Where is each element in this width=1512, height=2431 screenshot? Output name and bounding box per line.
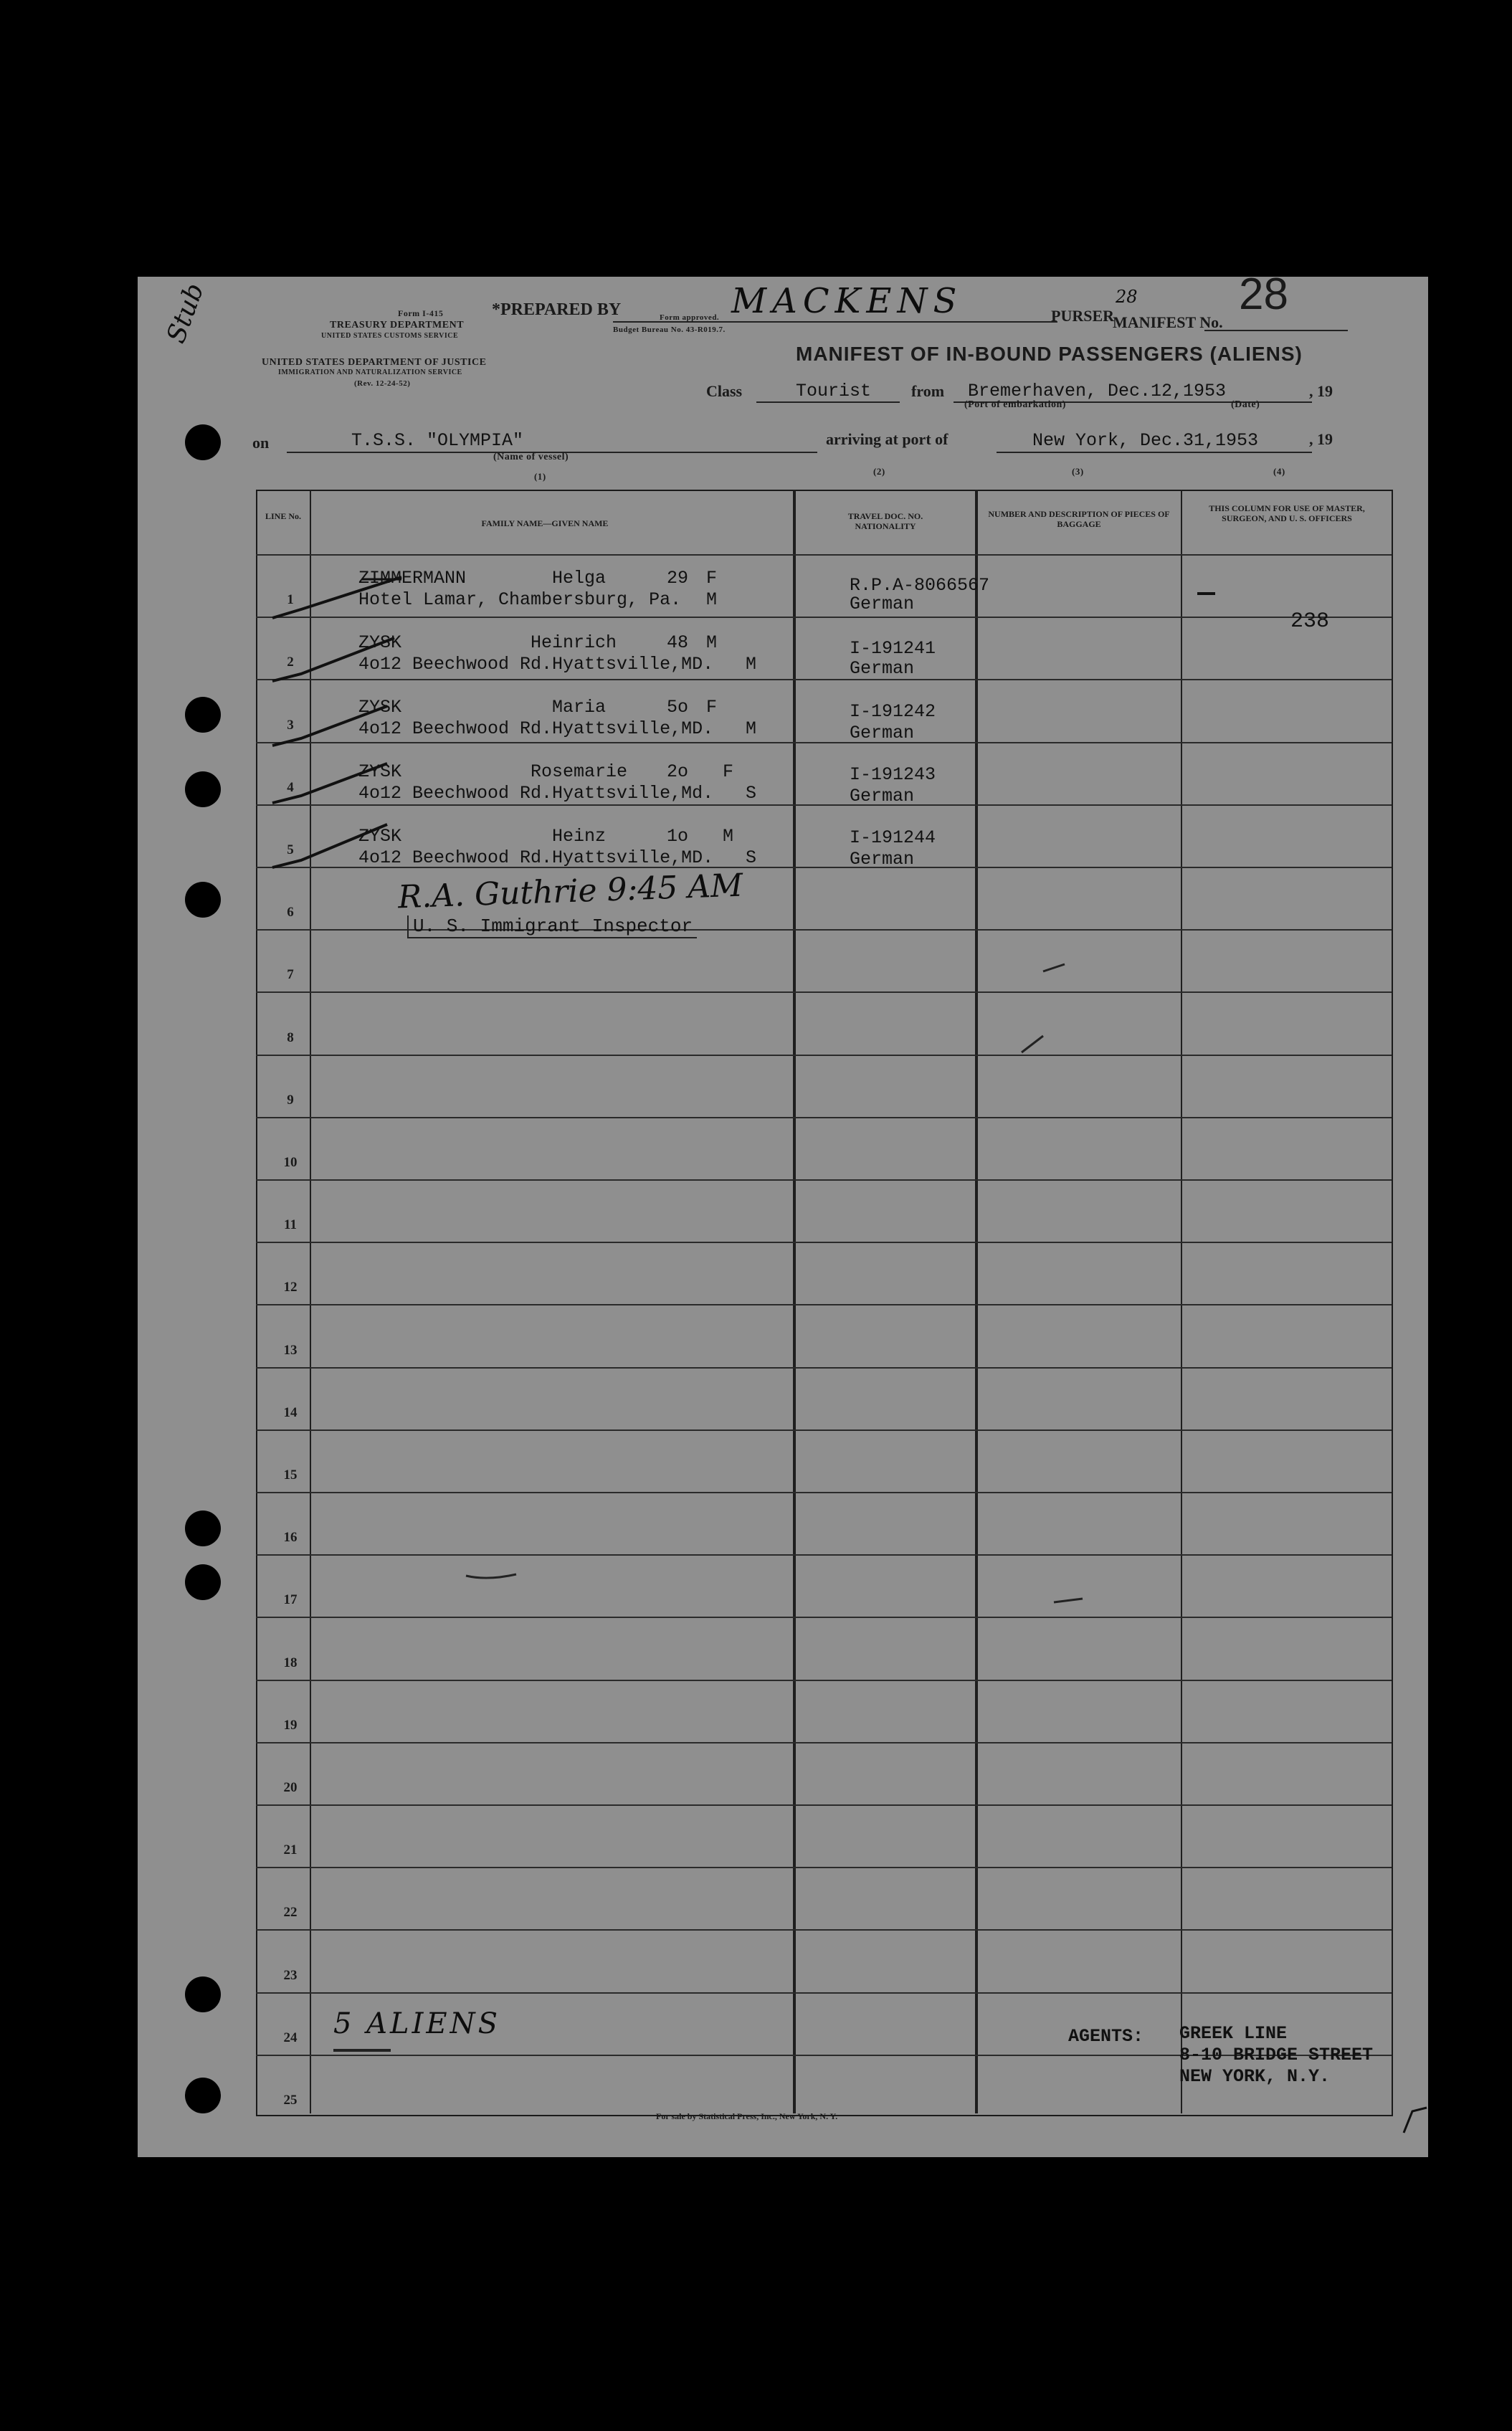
agent-street: 8-10 BRIDGE STREET [1179, 2045, 1374, 2065]
line-number: 20 [283, 1780, 298, 1795]
line-number: 3 [287, 717, 294, 733]
age: 2o [667, 761, 689, 782]
check-mark-icon [272, 824, 387, 867]
purser-label: PURSER [1051, 307, 1115, 325]
marital-status: M [706, 589, 718, 610]
line-number: 23 [283, 1967, 298, 1983]
col-num-3: (3) [1072, 466, 1084, 477]
family-name: ZYSK [358, 632, 402, 653]
sex: F [706, 568, 718, 589]
line-number: 6 [287, 905, 294, 920]
line-number: 11 [284, 1217, 297, 1233]
customs-service: UNITED STATES CUSTOMS SERVICE [321, 332, 459, 340]
line-number: 7 [287, 967, 294, 983]
line-number: 19 [283, 1717, 298, 1733]
header-baggage: NUMBER AND DESCRIPTION OF PIECES OF BAGGAGE [988, 509, 1170, 529]
line-number: 9 [287, 1092, 294, 1108]
check-mark-icon [272, 706, 387, 746]
line-number: 2 [287, 655, 294, 670]
printer-footer: For sale by Statistical Press, Inc., New York, N. Y. [656, 2111, 838, 2121]
year-suffix-2: , 19 [1309, 430, 1333, 448]
age: 1o [667, 826, 689, 847]
form-number: Form I-415 [398, 308, 444, 318]
prepared-by-label: *PREPARED BY [492, 300, 622, 319]
nationality: German [850, 849, 915, 870]
line-number: 22 [283, 1905, 298, 1921]
on-label: on [252, 434, 270, 452]
marital-status: S [746, 847, 757, 868]
line-number: 12 [283, 1280, 298, 1295]
line-number: 5 [287, 842, 294, 857]
travel-doc: R.P.A-8066567 [850, 575, 990, 596]
nationality: German [850, 786, 915, 807]
class-value: Tourist [796, 381, 872, 401]
total-aliens-note: 5 ALIENS [333, 2007, 501, 2040]
embarkation-port-date: Bremerhaven, Dec.12,1953 [968, 381, 1227, 401]
manifest-no-stamped: 28 [1239, 270, 1288, 319]
line-number: 14 [283, 1404, 298, 1420]
line-number: 13 [283, 1342, 298, 1358]
manifest-no-handwritten: 28 [1116, 287, 1138, 307]
age: 5o [667, 697, 689, 718]
travel-doc: I-191243 [850, 764, 936, 785]
treasury-dept: TREASURY DEPARTMENT [330, 320, 465, 330]
tick-mark [1054, 1599, 1083, 1602]
given-name: Heinz [552, 826, 607, 847]
col-num-1: (1) [534, 471, 546, 482]
family-name: ZIMMERMANN [358, 568, 467, 589]
family-name: ZYSK [358, 761, 402, 782]
tick-mark [1043, 964, 1065, 971]
age: 29 [667, 568, 689, 589]
vessel-name: T.S.S. "OLYMPIA" [351, 430, 524, 451]
marital-status: M [746, 654, 757, 675]
marital-status: S [746, 783, 757, 804]
corner-fold [1404, 2108, 1427, 2133]
embark-caption: (Port of embarkation) [964, 399, 1066, 410]
justice-dept: UNITED STATES DEPARTMENT OF JUSTICE [262, 357, 487, 368]
family-name: ZYSK [358, 826, 402, 847]
address: 4o12 Beechwood Rd.Hyattsville,MD. [358, 718, 714, 739]
prepared-by-signature: MACKENS [731, 281, 963, 321]
dash-mark [466, 1574, 516, 1578]
given-name: Helga [552, 568, 607, 589]
arrival-port-date: New York, Dec.31,1953 [1032, 430, 1259, 451]
line-number: 15 [283, 1467, 298, 1483]
arriving-label: arriving at port of [826, 430, 948, 448]
stray-handwriting: Stub [161, 279, 210, 348]
line-number: 8 [287, 1029, 294, 1045]
class-label: Class [706, 382, 743, 400]
budget-bureau: Budget Bureau No. 43-R019.7. [613, 325, 726, 334]
form-approved: Form approved. [660, 313, 720, 322]
line-number: 1 [287, 592, 294, 608]
check-mark-icon [272, 577, 401, 618]
manifest-title: MANIFEST OF IN-BOUND PASSENGERS (ALIENS) [796, 343, 1303, 365]
header-travel-doc: TRAVEL DOC. NO. NATIONALITY [847, 511, 923, 531]
line-number: 16 [283, 1530, 298, 1546]
age: 48 [667, 632, 689, 653]
line-number: 17 [283, 1592, 298, 1608]
sex: F [706, 697, 718, 718]
nationality: German [850, 594, 915, 614]
address: Hotel Lamar, Chambersburg, Pa. [358, 589, 682, 610]
given-name: Heinrich [531, 632, 617, 653]
marital-status: M [746, 718, 757, 739]
sex: M [706, 632, 718, 653]
ins-service: IMMIGRATION AND NATURALIZATION SERVICE [278, 368, 462, 376]
col-num-2: (2) [873, 466, 885, 477]
tick-mark [1022, 1036, 1043, 1052]
agent-name: GREEK LINE [1179, 2023, 1288, 2044]
inspector-signature: R.A. Guthrie 9:45 AM [397, 867, 743, 916]
address: 4o12 Beechwood Rd.Hyattsville,MD. [358, 654, 714, 675]
manifest-no-label: MANIFEST No. [1113, 313, 1223, 331]
form-revision: (Rev. 12-24-52) [354, 379, 411, 388]
family-name: ZYSK [358, 697, 402, 718]
officer-note: 238 [1290, 609, 1330, 634]
line-number: 4 [287, 779, 294, 795]
from-label: from [911, 382, 945, 400]
agents-label: AGENTS: [1068, 2026, 1144, 2047]
header-line-no: LINE No. [265, 511, 301, 521]
travel-doc: I-191244 [850, 827, 936, 848]
line-number: 10 [283, 1155, 298, 1170]
agent-city: NEW YORK, N.Y. [1179, 2066, 1331, 2087]
given-name: Rosemarie [531, 761, 628, 782]
line-number: 24 [283, 2030, 298, 2045]
nationality: German [850, 723, 915, 743]
address: 4o12 Beechwood Rd.Hyattsville,MD. [358, 847, 714, 868]
nationality: German [850, 658, 915, 679]
date-caption: (Date) [1231, 399, 1260, 410]
header-officers: THIS COLUMN FOR USE OF MASTER, SURGEON, AND U. S. OFFICERS [1209, 503, 1365, 523]
travel-doc: I-191241 [850, 638, 936, 659]
travel-doc: I-191242 [850, 701, 936, 722]
check-mark-icon [272, 638, 394, 681]
line-number: 25 [283, 2093, 298, 2108]
vessel-caption: (Name of vessel) [493, 452, 569, 462]
sex: M [723, 826, 734, 847]
year-suffix-1: , 19 [1309, 382, 1333, 400]
inspector-stamp: U. S. Immigrant Inspector [407, 915, 697, 938]
sex: F [723, 761, 734, 782]
header-name: FAMILY NAME—GIVEN NAME [481, 518, 609, 528]
line-number: 18 [283, 1655, 298, 1670]
col-num-4: (4) [1273, 466, 1285, 477]
given-name: Maria [552, 697, 607, 718]
line-number: 21 [283, 1842, 298, 1858]
address: 4o12 Beechwood Rd.Hyattsville,Md. [358, 783, 714, 804]
check-mark-icon [272, 763, 387, 803]
